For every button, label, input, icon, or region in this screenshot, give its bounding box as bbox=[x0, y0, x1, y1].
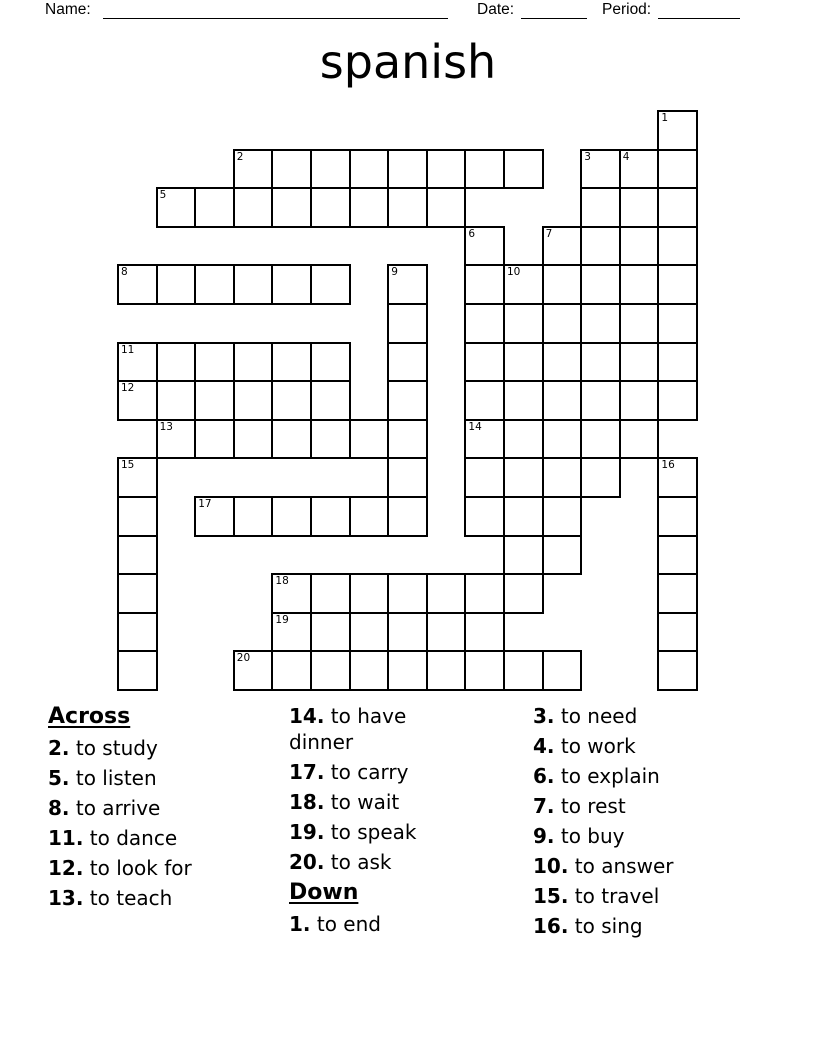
clue-across-17 bbox=[289, 759, 467, 785]
grid-cell[interactable] bbox=[657, 457, 698, 498]
clue-number: 14. bbox=[289, 704, 325, 728]
grid-cell[interactable] bbox=[310, 149, 351, 190]
grid-cell[interactable] bbox=[464, 650, 505, 691]
clue-text: to work bbox=[554, 734, 636, 758]
grid-cell[interactable] bbox=[619, 303, 660, 344]
grid-cell[interactable] bbox=[310, 650, 351, 691]
grid-cell[interactable] bbox=[542, 226, 583, 267]
grid-cell[interactable] bbox=[387, 573, 428, 614]
grid-cell[interactable] bbox=[310, 342, 351, 383]
clue-text: to travel bbox=[568, 884, 660, 908]
clue-number: 11. bbox=[48, 826, 84, 850]
clue-number: 19. bbox=[289, 820, 325, 844]
puzzle-title: spanish bbox=[319, 35, 497, 89]
cell-number: 9 bbox=[391, 266, 398, 279]
grid-cell[interactable] bbox=[310, 264, 351, 305]
grid-cell[interactable] bbox=[349, 149, 390, 190]
clue-number: 17. bbox=[289, 760, 325, 784]
cell-number: 10 bbox=[507, 266, 521, 279]
grid-cell[interactable] bbox=[349, 612, 390, 653]
across-heading: Across bbox=[48, 704, 131, 729]
grid-cell[interactable] bbox=[542, 264, 583, 305]
grid-cell[interactable] bbox=[657, 535, 698, 576]
clue-down-1 bbox=[289, 911, 467, 937]
clue-down-7 bbox=[533, 793, 805, 819]
grid-cell[interactable] bbox=[156, 342, 197, 383]
grid-cell[interactable] bbox=[503, 303, 544, 344]
grid-cell[interactable] bbox=[271, 342, 312, 383]
grid-cell[interactable] bbox=[310, 573, 351, 614]
grid-cell[interactable] bbox=[503, 496, 544, 537]
grid-cell[interactable] bbox=[233, 496, 274, 537]
grid-cell[interactable] bbox=[233, 187, 274, 228]
clue-text: to dance bbox=[83, 826, 178, 850]
grid-cell[interactable] bbox=[503, 380, 544, 421]
grid-cell[interactable] bbox=[271, 419, 312, 460]
grid-cell[interactable] bbox=[349, 573, 390, 614]
clue-number: 4. bbox=[533, 734, 555, 758]
clue-text: to have dinner bbox=[289, 704, 407, 754]
grid-cell[interactable] bbox=[542, 496, 583, 537]
clue-text: to study bbox=[69, 736, 158, 760]
period-label: Period: bbox=[602, 1, 652, 18]
grid-cell[interactable] bbox=[387, 342, 428, 383]
clue-number: 9. bbox=[533, 824, 555, 848]
clue-text: to explain bbox=[554, 764, 660, 788]
grid-cell[interactable] bbox=[464, 342, 505, 383]
grid-cell[interactable] bbox=[464, 612, 505, 653]
cell-number: 18 bbox=[275, 575, 289, 588]
grid-cell[interactable] bbox=[349, 187, 390, 228]
grid-cell[interactable] bbox=[194, 496, 235, 537]
cell-number: 20 bbox=[236, 652, 251, 665]
grid-cell[interactable] bbox=[310, 612, 351, 653]
grid-cell[interactable] bbox=[503, 573, 544, 614]
grid-cell[interactable] bbox=[156, 187, 197, 228]
clue-across-18 bbox=[289, 789, 467, 815]
grid-cell[interactable] bbox=[387, 187, 428, 228]
clue-text: to buy bbox=[554, 824, 625, 848]
grid-cell[interactable] bbox=[464, 264, 505, 305]
grid-cell[interactable] bbox=[657, 187, 698, 228]
grid-cell[interactable] bbox=[271, 264, 312, 305]
grid-cell[interactable] bbox=[271, 650, 312, 691]
clue-column-1 bbox=[48, 703, 283, 915]
grid-cell[interactable] bbox=[464, 457, 505, 498]
clue-down-15 bbox=[533, 883, 805, 909]
grid-cell[interactable] bbox=[426, 612, 467, 653]
grid-cell[interactable] bbox=[580, 187, 621, 228]
grid-cell[interactable] bbox=[503, 535, 544, 576]
grid-cell[interactable] bbox=[580, 342, 621, 383]
grid-cell[interactable] bbox=[271, 187, 312, 228]
clue-text: to end bbox=[310, 912, 381, 936]
clue-across-5 bbox=[48, 765, 283, 791]
cell-number: 4 bbox=[622, 150, 630, 163]
clue-across-14 bbox=[289, 703, 467, 755]
grid-cell[interactable] bbox=[310, 187, 351, 228]
grid-cell[interactable] bbox=[503, 650, 544, 691]
clue-text: to speak bbox=[324, 820, 417, 844]
clue-across-12 bbox=[48, 855, 283, 881]
grid-cell[interactable] bbox=[310, 380, 351, 421]
grid-cell[interactable] bbox=[657, 612, 698, 653]
clue-down-3 bbox=[533, 703, 805, 729]
grid-cell[interactable] bbox=[117, 650, 158, 691]
cell-number: 12 bbox=[121, 382, 135, 395]
grid-cell[interactable] bbox=[657, 303, 698, 344]
grid-cell[interactable] bbox=[387, 457, 428, 498]
clue-text: to arrive bbox=[69, 796, 161, 820]
grid-cell[interactable] bbox=[194, 419, 235, 460]
grid-cell[interactable] bbox=[387, 149, 428, 190]
grid-cell[interactable] bbox=[542, 650, 583, 691]
clue-number: 1. bbox=[289, 912, 311, 936]
grid-cell[interactable] bbox=[271, 612, 312, 653]
grid-cell[interactable] bbox=[657, 573, 698, 614]
grid-cell[interactable] bbox=[657, 380, 698, 421]
clue-across-19 bbox=[289, 819, 467, 845]
grid-cell[interactable] bbox=[117, 342, 158, 383]
clue-number: 16. bbox=[533, 914, 569, 938]
cell-number: 15 bbox=[121, 459, 135, 472]
clue-text: to wait bbox=[324, 790, 400, 814]
clue-down-4 bbox=[533, 733, 805, 759]
grid-cell[interactable] bbox=[117, 573, 158, 614]
clue-number: 20. bbox=[289, 850, 325, 874]
grid-cell[interactable] bbox=[426, 187, 467, 228]
grid-cell[interactable] bbox=[156, 380, 197, 421]
cell-number: 5 bbox=[159, 189, 167, 202]
grid-cell[interactable] bbox=[619, 264, 660, 305]
cell-number: 8 bbox=[121, 266, 128, 279]
clue-number: 7. bbox=[533, 794, 555, 818]
clue-text: to need bbox=[554, 704, 638, 728]
grid-cell[interactable] bbox=[156, 264, 197, 305]
grid-cell[interactable] bbox=[233, 380, 274, 421]
grid-cell[interactable] bbox=[542, 419, 583, 460]
clue-column-3 bbox=[533, 703, 805, 943]
grid-cell[interactable] bbox=[156, 419, 197, 460]
grid-cell[interactable] bbox=[117, 612, 158, 653]
grid-cell[interactable] bbox=[657, 149, 698, 190]
grid-cell[interactable] bbox=[619, 342, 660, 383]
grid-cell[interactable] bbox=[657, 226, 698, 267]
grid-cell[interactable] bbox=[426, 650, 467, 691]
cell-number: 16 bbox=[661, 459, 675, 472]
clue-down-9 bbox=[533, 823, 805, 849]
grid-cell[interactable] bbox=[464, 496, 505, 537]
grid-cell[interactable] bbox=[117, 457, 158, 498]
grid-cell[interactable] bbox=[426, 573, 467, 614]
clue-text: to listen bbox=[69, 766, 157, 790]
clue-text: to answer bbox=[568, 854, 674, 878]
cell-number: 6 bbox=[468, 227, 476, 240]
grid-cell[interactable] bbox=[580, 303, 621, 344]
cell-number: 1 bbox=[661, 112, 669, 124]
clue-number: 12. bbox=[48, 856, 84, 880]
clue-number: 18. bbox=[289, 790, 325, 814]
clue-text: to sing bbox=[568, 914, 643, 938]
grid-cell[interactable] bbox=[619, 226, 660, 267]
grid-cell[interactable] bbox=[233, 419, 274, 460]
grid-cell[interactable] bbox=[464, 573, 505, 614]
grid-cell[interactable] bbox=[503, 264, 544, 305]
grid-cell[interactable] bbox=[426, 149, 467, 190]
grid-cell[interactable] bbox=[117, 496, 158, 537]
cell-number: 13 bbox=[159, 420, 173, 433]
grid-cell[interactable] bbox=[464, 303, 505, 344]
grid-cell[interactable] bbox=[233, 149, 274, 190]
grid-cell[interactable] bbox=[619, 380, 660, 421]
clue-number: 2. bbox=[48, 736, 70, 760]
grid-cell[interactable] bbox=[387, 380, 428, 421]
clue-text: to rest bbox=[554, 794, 626, 818]
clue-number: 6. bbox=[533, 764, 555, 788]
grid-cell[interactable] bbox=[580, 380, 621, 421]
grid-cell[interactable] bbox=[503, 342, 544, 383]
grid-cell[interactable] bbox=[387, 650, 428, 691]
grid-cell[interactable] bbox=[310, 419, 351, 460]
grid-cell[interactable] bbox=[580, 457, 621, 498]
grid-cell[interactable] bbox=[117, 535, 158, 576]
name-label: Name: bbox=[45, 1, 91, 18]
grid-cell[interactable] bbox=[542, 535, 583, 576]
grid-cell[interactable] bbox=[657, 342, 698, 383]
grid-cell[interactable] bbox=[542, 457, 583, 498]
clue-text: to ask bbox=[324, 850, 392, 874]
grid-cell[interactable] bbox=[194, 342, 235, 383]
clue-across-11 bbox=[48, 825, 283, 851]
grid-cell[interactable] bbox=[310, 496, 351, 537]
grid-cell[interactable] bbox=[117, 380, 158, 421]
cell-number: 7 bbox=[545, 227, 553, 240]
grid-cell[interactable] bbox=[387, 264, 428, 305]
grid-cell[interactable] bbox=[233, 342, 274, 383]
cell-number: 17 bbox=[198, 498, 212, 510]
clue-number: 5. bbox=[48, 766, 70, 790]
clue-number: 13. bbox=[48, 886, 84, 910]
clue-number: 8. bbox=[48, 796, 70, 820]
grid-cell[interactable] bbox=[271, 149, 312, 190]
clue-down-16 bbox=[533, 913, 805, 939]
grid-cell[interactable] bbox=[619, 149, 660, 190]
grid-cell[interactable] bbox=[580, 149, 621, 190]
clue-across-20 bbox=[289, 849, 467, 875]
grid-cell[interactable] bbox=[542, 380, 583, 421]
grid-cell[interactable] bbox=[464, 419, 505, 460]
grid-cell[interactable] bbox=[271, 496, 312, 537]
clue-number: 3. bbox=[533, 704, 555, 728]
cell-number: 14 bbox=[468, 420, 482, 433]
grid-cell[interactable] bbox=[657, 110, 698, 151]
grid-cell[interactable] bbox=[657, 264, 698, 305]
grid-cell[interactable] bbox=[233, 264, 274, 305]
grid-cell[interactable] bbox=[233, 650, 274, 691]
grid-cell[interactable] bbox=[387, 303, 428, 344]
grid-cell[interactable] bbox=[117, 264, 158, 305]
grid-cell[interactable] bbox=[503, 457, 544, 498]
clue-column-2 bbox=[289, 703, 467, 941]
grid-cell[interactable] bbox=[464, 380, 505, 421]
cell-number: 3 bbox=[584, 150, 591, 163]
grid-cell[interactable] bbox=[194, 264, 235, 305]
grid-cell[interactable] bbox=[580, 226, 621, 267]
date-label: Date: bbox=[477, 1, 515, 18]
clue-across-2 bbox=[48, 735, 283, 761]
grid-cell[interactable] bbox=[271, 573, 312, 614]
grid-cell[interactable] bbox=[387, 419, 428, 460]
clue-across-13 bbox=[48, 885, 283, 911]
grid-cell[interactable] bbox=[464, 226, 505, 267]
grid-cell[interactable] bbox=[503, 149, 544, 190]
grid-cell[interactable] bbox=[542, 342, 583, 383]
grid-cell[interactable] bbox=[194, 187, 235, 228]
cell-number: 2 bbox=[236, 150, 244, 163]
grid-cell[interactable] bbox=[657, 496, 698, 537]
grid-cell[interactable] bbox=[194, 380, 235, 421]
grid-cell[interactable] bbox=[349, 496, 390, 537]
clue-text: to teach bbox=[83, 886, 173, 910]
grid-cell[interactable] bbox=[349, 419, 390, 460]
grid-cell[interactable] bbox=[387, 612, 428, 653]
grid-cell[interactable] bbox=[542, 303, 583, 344]
cell-number: 11 bbox=[121, 343, 135, 356]
clue-text: to look for bbox=[83, 856, 192, 880]
grid-cell[interactable] bbox=[464, 149, 505, 190]
clue-across-8 bbox=[48, 795, 283, 821]
clue-number: 10. bbox=[533, 854, 569, 878]
clue-number: 15. bbox=[533, 884, 569, 908]
grid-cell[interactable] bbox=[580, 419, 621, 460]
cell-number: 19 bbox=[275, 613, 289, 626]
grid-cell[interactable] bbox=[503, 419, 544, 460]
grid-cell[interactable] bbox=[580, 264, 621, 305]
grid-cell[interactable] bbox=[619, 187, 660, 228]
down-heading: Down bbox=[289, 880, 359, 905]
grid-cell[interactable] bbox=[387, 496, 428, 537]
clue-down-10 bbox=[533, 853, 805, 879]
clue-text: to carry bbox=[324, 760, 409, 784]
grid-cell[interactable] bbox=[349, 650, 390, 691]
grid-cell[interactable] bbox=[657, 650, 698, 691]
clue-down-6 bbox=[533, 763, 805, 789]
grid-cell[interactable] bbox=[619, 419, 660, 460]
grid-cell[interactable] bbox=[271, 380, 312, 421]
